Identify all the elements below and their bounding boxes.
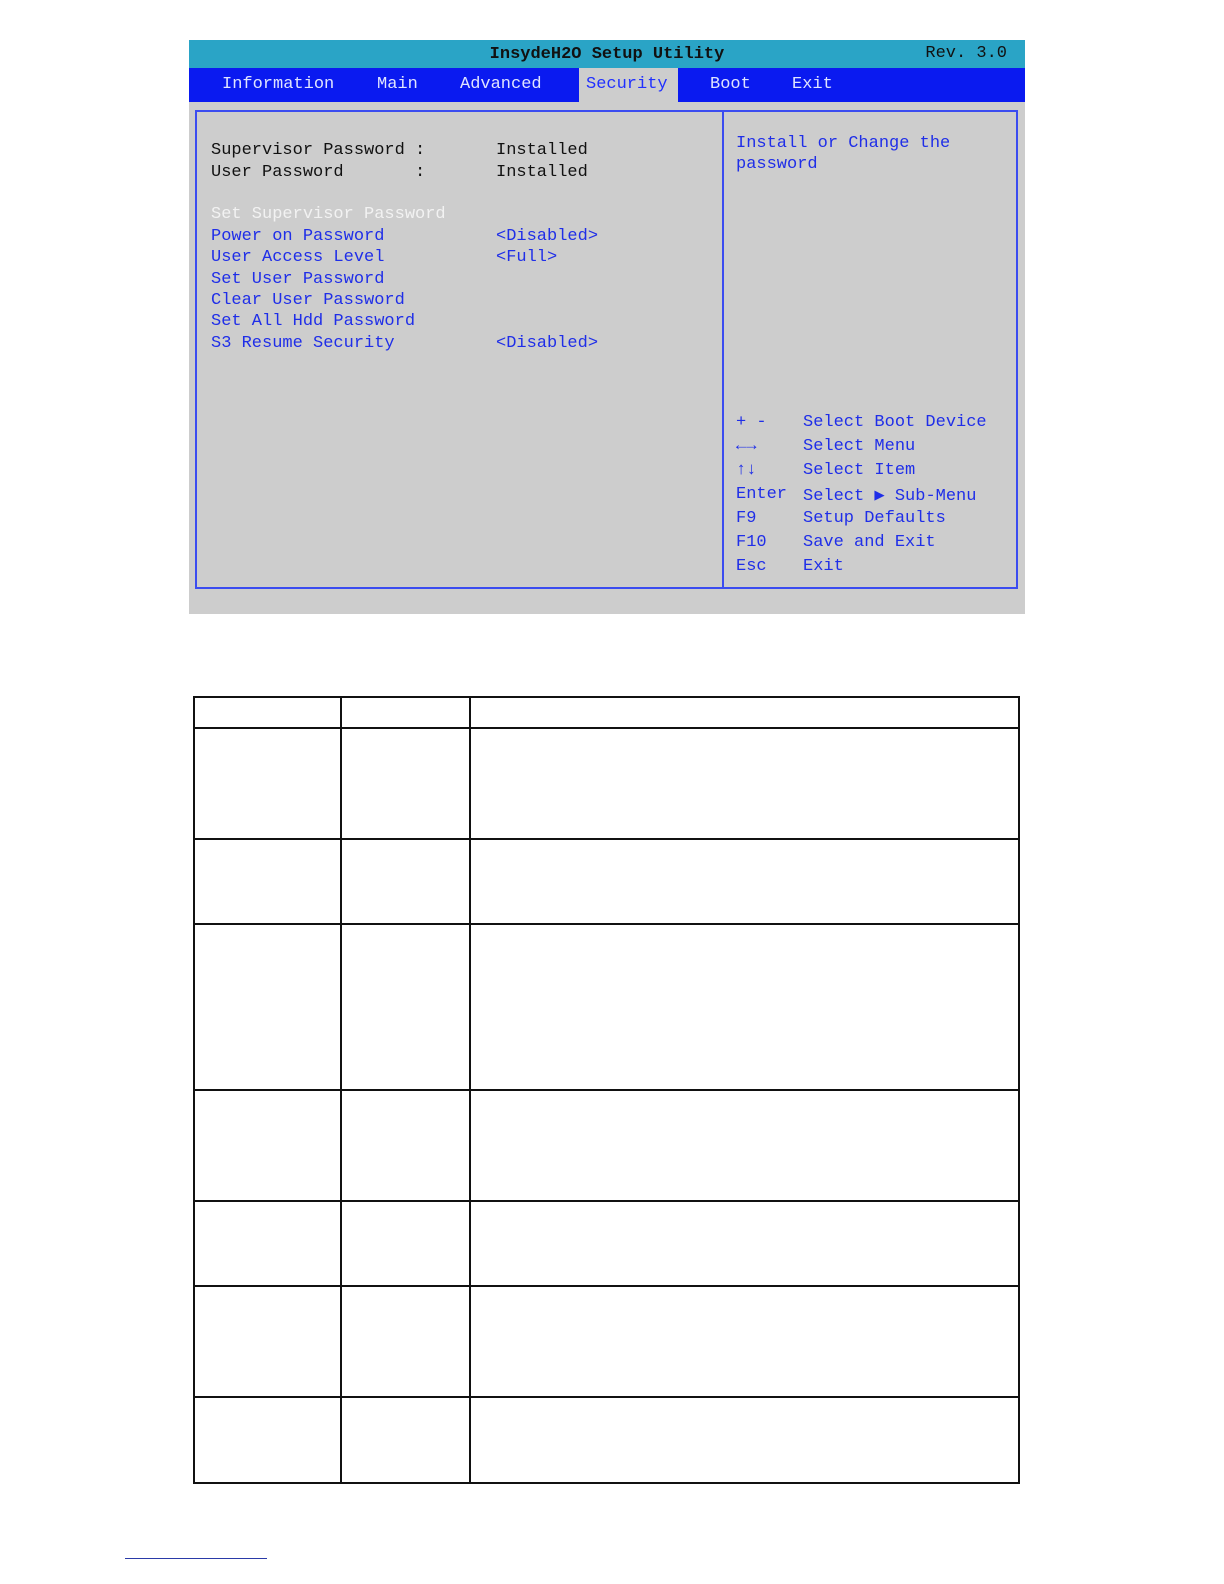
set-supervisor-password-item[interactable]: Set Supervisor Password [211,205,446,224]
key-left-right-arrows: ←→ [736,437,757,456]
key-plus-minus: + - [736,413,767,432]
table-cell [470,1090,1019,1201]
key-f10-desc: Save and Exit [803,533,936,552]
table-cell [194,1201,341,1286]
table-row [194,839,1019,924]
supervisor-password-status: Installed [496,141,588,160]
key-f10: F10 [736,533,767,552]
user-access-level-value[interactable]: <Full> [496,248,558,267]
s3-resume-security-value[interactable]: <Disabled> [496,334,599,353]
key-up-down-desc: Select Item [803,461,916,480]
table-row [194,1201,1019,1286]
table-row [194,728,1019,839]
key-f9-desc: Setup Defaults [803,509,946,528]
table-cell [470,924,1019,1090]
table-cell [194,924,341,1090]
tab-boot[interactable]: Boot [710,75,751,94]
table-cell [194,697,341,728]
table-cell [194,1286,341,1397]
table-cell [341,697,471,728]
table-cell [341,728,471,839]
key-enter: Enter [736,485,788,504]
table-cell [470,1286,1019,1397]
tab-information[interactable]: Information [222,75,335,94]
table-cell [341,1397,471,1483]
power-on-password-item[interactable]: Power on Password [211,227,385,246]
settings-panel [195,110,724,589]
table-row [194,1397,1019,1483]
bios-setup-screenshot [189,40,1025,614]
table-cell [470,1397,1019,1483]
table-cell [341,1090,471,1201]
setup-utility-title: InsydeH2O Setup Utility [489,45,725,64]
clear-user-password-item[interactable]: Clear User Password [211,291,405,310]
key-left-right-desc: Select Menu [803,437,916,456]
table-row [194,1286,1019,1397]
revision-label: Rev. 3.0 [925,44,1007,63]
settings-description-table [193,696,1020,1484]
table-cell [341,924,471,1090]
s3-resume-security-item[interactable]: S3 Resume Security [211,334,395,353]
table-cell [341,1286,471,1397]
tab-advanced[interactable]: Advanced [460,75,542,94]
supervisor-password-label: Supervisor Password : [211,141,426,160]
table-cell [470,697,1019,728]
table-cell [470,728,1019,839]
key-esc: Esc [736,557,767,576]
table-row [194,924,1019,1090]
table-header-row [194,697,1019,728]
table-cell [194,1397,341,1483]
help-text: Install or Change the password [736,134,951,174]
table-cell [194,1090,341,1201]
key-up-down-arrows: ↑↓ [736,461,757,480]
tab-exit[interactable]: Exit [792,75,833,94]
user-password-status: Installed [496,163,588,182]
power-on-password-value[interactable]: <Disabled> [496,227,599,246]
tab-security[interactable]: Security [579,68,678,102]
footer-link-underline [125,1558,267,1559]
set-all-hdd-password-item[interactable]: Set All Hdd Password [211,312,416,331]
user-access-level-item[interactable]: User Access Level [211,248,385,267]
table-cell [470,1201,1019,1286]
key-enter-desc: Select ▶ Sub-Menu [803,487,977,506]
menu-bar [189,68,1025,102]
title-bar [189,40,1025,68]
table-cell [341,1201,471,1286]
table-cell [194,839,341,924]
set-user-password-item[interactable]: Set User Password [211,270,385,289]
tab-main[interactable]: Main [377,75,418,94]
table-cell [341,839,471,924]
key-plus-minus-desc: Select Boot Device [803,413,987,432]
table-cell [470,839,1019,924]
table-row [194,1090,1019,1201]
key-esc-desc: Exit [803,557,844,576]
user-password-label: User Password : [211,163,426,182]
key-f9: F9 [736,509,757,528]
table-cell [194,728,341,839]
help-panel [722,110,1018,589]
